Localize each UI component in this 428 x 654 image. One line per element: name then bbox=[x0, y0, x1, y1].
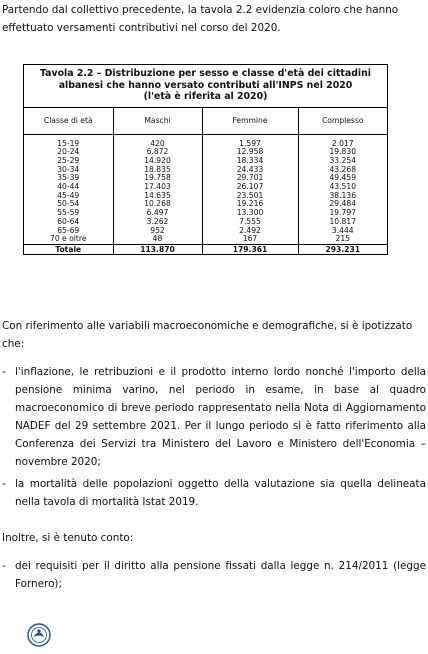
table-cell: 13.300 bbox=[202, 209, 298, 218]
table-cell: 2.492 bbox=[202, 227, 298, 236]
table-cell: 38.136 bbox=[298, 192, 387, 201]
table-cell: 49.459 bbox=[298, 174, 387, 183]
table-cell: 420 bbox=[113, 134, 202, 148]
table-cell: 3.262 bbox=[113, 218, 202, 227]
table-cell: 43.510 bbox=[298, 183, 387, 192]
bullet-dash: - bbox=[2, 560, 6, 572]
table-cell: 40-44 bbox=[57, 182, 80, 192]
table-total-cell: 113.870 bbox=[113, 244, 202, 254]
table-cell: 19.830 bbox=[298, 148, 387, 157]
table-title-line: Tavola 2.2 – Distribuzione per sesso e classe d'età dei cittadini bbox=[39, 68, 372, 79]
table-cell: 26.107 bbox=[202, 183, 298, 192]
table-cell: 7.555 bbox=[202, 218, 298, 227]
column-header: Classe di età bbox=[24, 108, 113, 135]
table-cell: 70 e oltre bbox=[49, 234, 87, 244]
table-cell: 30-34 bbox=[57, 164, 80, 174]
bullet-dash: - bbox=[2, 478, 6, 490]
table-cell: 17.403 bbox=[113, 183, 202, 192]
table-cell: 215 bbox=[298, 235, 387, 244]
list-item bbox=[2, 363, 426, 471]
table-body bbox=[24, 134, 387, 254]
table-cell: 29.484 bbox=[298, 200, 387, 209]
body-lead: Con riferimento alle variabili macroeconomiche e demografiche, si è ipotizzato che: bbox=[2, 320, 413, 350]
table-cell: 43.268 bbox=[298, 166, 387, 175]
table-cell: 19.797 bbox=[298, 209, 387, 218]
table-cell: 65-69 bbox=[57, 225, 80, 235]
intro-paragraph: Partendo dal collettivo precedente, la tavola 2.2 evidenzia coloro che hanno effettuato versamenti contributivi nel corso del 2020. bbox=[2, 4, 399, 34]
list-item-text: l'inflazione, le retribuzioni e il prodotto interno lordo nonché l'importo della pensione minima varino, nel periodo in esame, in base al quadro macroeconomico di breve periodo rappresentato nella Nota di Aggiornamento NADEF del 29 settembre 2021. Per il lungo periodo si è fatto riferimento alla Conferenza dei Servizi tra Ministero del Lavoro e Ministero dell'Economia – novembre 2020; bbox=[15, 366, 426, 468]
table-cell: 29.701 bbox=[202, 174, 298, 183]
data-table bbox=[24, 108, 387, 254]
table-header-row bbox=[24, 108, 387, 135]
table-row bbox=[24, 134, 387, 148]
table-cell: 2.017 bbox=[298, 134, 387, 148]
table-cell: 19.216 bbox=[202, 200, 298, 209]
column-header: Maschi bbox=[113, 108, 202, 135]
table-cell: 952 bbox=[113, 227, 202, 236]
body-text bbox=[2, 317, 426, 597]
table-cell: 10.817 bbox=[298, 218, 387, 227]
column-header: Complesso bbox=[298, 108, 387, 135]
table-cell: 23.501 bbox=[202, 192, 298, 201]
table-cell: 18.835 bbox=[113, 166, 202, 175]
table-cell: 19.758 bbox=[113, 174, 202, 183]
table-cell: 167 bbox=[202, 235, 298, 244]
column-header: Femmine bbox=[202, 108, 298, 135]
table-cell: 35-39 bbox=[57, 173, 80, 183]
table-title bbox=[24, 65, 387, 108]
table-cell: 6.497 bbox=[113, 209, 202, 218]
table-total-cell: 179.361 bbox=[202, 244, 298, 254]
table-title-line: (l'età è riferita al 2020) bbox=[143, 91, 268, 102]
table-cell: 14.635 bbox=[113, 192, 202, 201]
table-cell: 1.597 bbox=[202, 134, 298, 148]
table-2-2 bbox=[23, 64, 388, 255]
body-lead-2: Inoltre, si è tenuto conto: bbox=[2, 532, 134, 544]
list-item bbox=[2, 557, 426, 593]
table-total-cell: 293.231 bbox=[298, 244, 387, 254]
list-item bbox=[2, 475, 426, 511]
list-item-text: dei requisiti per il diritto alla pensione fissati dalla legge n. 214/2011 (legge Fornero); bbox=[15, 560, 426, 590]
inps-seal-icon bbox=[27, 623, 51, 647]
table-total-row bbox=[24, 244, 387, 254]
table-cell: 50-54 bbox=[57, 199, 80, 209]
table-cell: 48 bbox=[113, 235, 202, 244]
table-cell: 14.920 bbox=[113, 157, 202, 166]
table-total-cell: Totale bbox=[24, 244, 113, 254]
bullet-dash: - bbox=[2, 366, 6, 378]
table-cell: 6.872 bbox=[113, 148, 202, 157]
table-cell: 12.958 bbox=[202, 148, 298, 157]
table-cell: 15-19 bbox=[57, 138, 80, 148]
table-cell: 60-64 bbox=[57, 216, 80, 226]
table-cell: 45-49 bbox=[57, 190, 80, 200]
table-cell: 3.444 bbox=[298, 227, 387, 236]
table-row bbox=[24, 235, 387, 244]
table-title-line: albanesi che hanno versato contributi all'INPS nel 2020 bbox=[58, 79, 353, 91]
table-cell: 18.334 bbox=[202, 157, 298, 166]
table-cell: 55-59 bbox=[57, 208, 80, 218]
table-cell: 10.268 bbox=[113, 200, 202, 209]
table-cell: 24.433 bbox=[202, 166, 298, 175]
table-cell: 20-24 bbox=[57, 147, 80, 157]
table-cell: 33.254 bbox=[298, 157, 387, 166]
table-cell: 25-29 bbox=[57, 155, 80, 165]
list-item-text: la mortalità delle popolazioni oggetto della valutazione sia quella delineata nella tavola di mortalità Istat 2019. bbox=[15, 478, 426, 508]
